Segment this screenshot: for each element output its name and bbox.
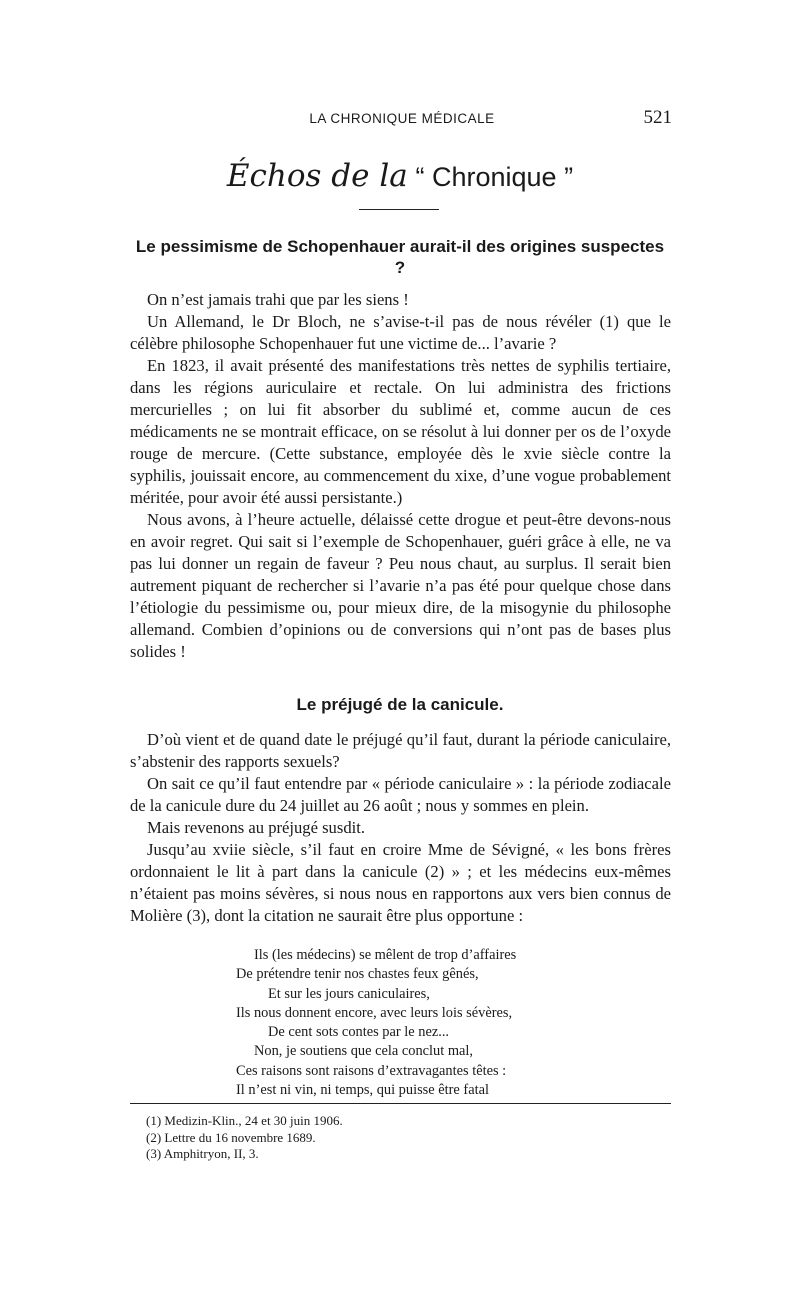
page-header [132, 107, 672, 129]
verse-line: Ils nous donnent encore, avec leurs lois sévères, [236, 1004, 513, 1021]
footnotes [146, 1113, 666, 1163]
title-divider [359, 209, 439, 210]
page-number: 521 [643, 107, 672, 128]
verse-quotation [236, 946, 606, 1100]
article-heading-canicule: Le préjugé de la canicule. [296, 695, 504, 714]
verse-line: Et sur les jours caniculaires, [268, 985, 430, 1002]
section-title-script: Échos de la [226, 158, 408, 194]
article-heading-schopenhauer: Le pessimisme de Schopenhauer aurait-il des origines suspectes ? [135, 237, 665, 277]
verse-line: Ils (les médecins) se mêlent de trop d’affaires [254, 947, 517, 963]
section-title-main: “ Chronique ” [415, 162, 574, 192]
verse-line: Ces raisons sont raisons d’extravagantes têtes : [236, 1062, 507, 1079]
paragraph: Nous avons, à l’heure actuelle, délaissé cette drogue et peut-être devons-nous en avoir regret. Qui sait si l’exemple de Schopenhauer, guéri grâce à elle, ne va pas lui donner un regain de faveur ? Peu nous chaut, au surplus. Il serait bien autrement piquant de rechercher si l’avarie n’a pas été pour quelque chose dans l’étiologie du pessimisme ou, pour mieux dire, de la misogynie du philosophe allemand. Combien d’opinions ou de conversions qui n’ont pas de bases plus solides ! [130, 510, 671, 661]
section-title [130, 158, 670, 194]
verse-line: Non, je soutiens que cela conclut mal, [254, 1043, 473, 1060]
article-body-schopenhauer [130, 289, 671, 663]
paragraph: On n’est jamais trahi que par les siens ! [147, 290, 409, 309]
paragraph: En 1823, il avait présenté des manifestations très nettes de syphilis tertiaire, dans les régions auriculaire et rectale. On lui administra des frictions mercurielles ; on lui fit absorber du sublimé et, comme aucun de ces médicaments ne se montrait efficace, on se résolut à lui donner per os de l’oxyde rouge de mercure. (Cette substance, employée dès le xvie siècle contre la syphilis, jouissait encore, au commencement du xixe, d’une vogue probablement méritée, pour avoir été aussi persistante.) [130, 356, 671, 507]
verse-line: Il n’est ni vin, ni temps, qui puisse être fatal [236, 1082, 489, 1099]
paragraph: Un Allemand, le Dr Bloch, ne s’avise-t-il pas de nous révéler (1) que le célèbre philosophe Schopenhauer fut une victime de... l’avarie ? [130, 312, 671, 353]
verse-line: De prétendre tenir nos chastes feux gênés, [236, 966, 479, 983]
paragraph: On sait ce qu’il faut entendre par « période caniculaire » : la période zodiacale de la canicule dure du 24 juillet au 26 août ; nous y sommes en plein. [130, 774, 671, 815]
paragraph: Mais revenons au préjugé susdit. [147, 818, 365, 837]
footnote-divider [130, 1103, 671, 1104]
running-title: LA CHRONIQUE MÉDICALE [309, 111, 495, 126]
footnote: (2) Lettre du 16 novembre 1689. [146, 1129, 316, 1145]
footnote: (1) Medizin-Klin., 24 et 30 juin 1906. [146, 1113, 343, 1128]
footnote: (3) Amphitryon, II, 3. [146, 1146, 259, 1161]
verse-line: De cent sots contes par le nez... [268, 1024, 450, 1041]
paragraph: D’où vient et de quand date le préjugé qu’il faut, durant la période caniculaire, s’abstenir des rapports sexuels? [130, 730, 671, 771]
article-body-canicule [130, 729, 671, 927]
paragraph: Jusqu’au xviie siècle, s’il faut en croire Mme de Sévigné, « les bons frères ordonnaient le lit à part dans la canicule (2) » ; et les médecins eux-mêmes n’étaient pas moins sévères, si nous nous en rapportons aux vers bien connus de Molière (3), dont la citation ne saurait être plus opportune : [130, 840, 671, 925]
